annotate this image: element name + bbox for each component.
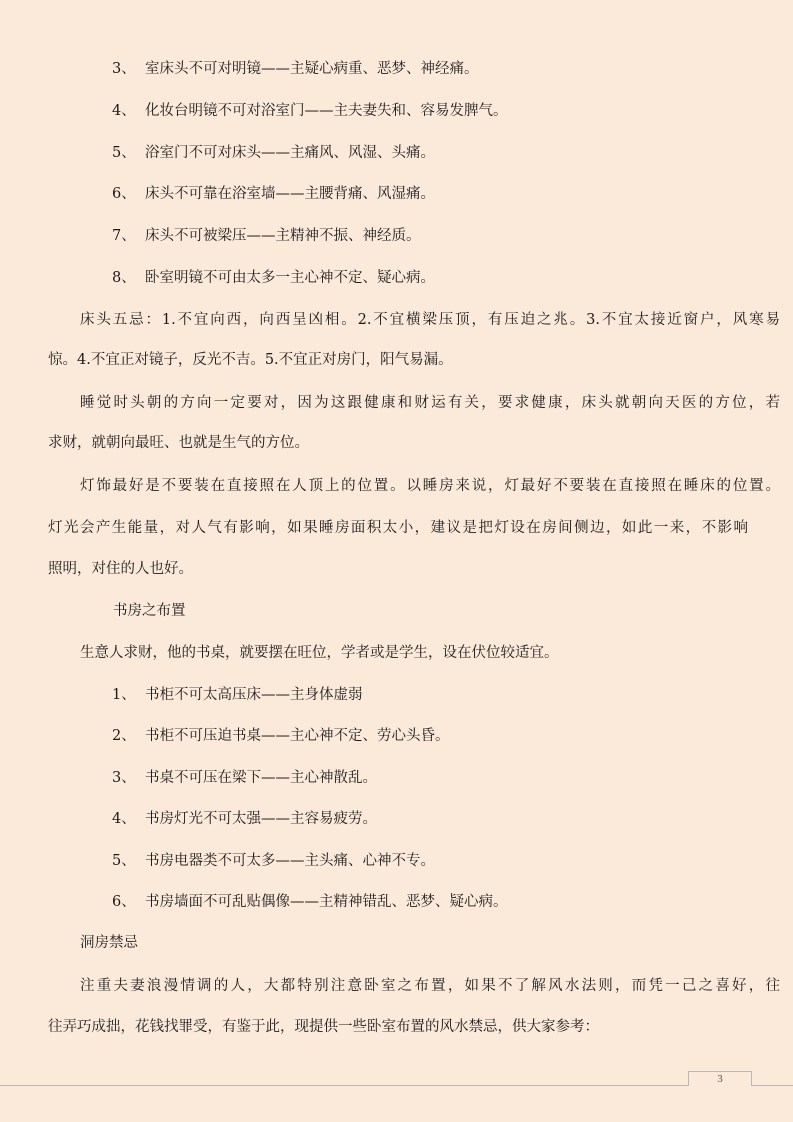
list-item-text: 书房灯光不可太强——主容易疲劳。 — [145, 811, 377, 827]
list-item-number: 3、 — [112, 770, 136, 786]
paragraph-line: 灯光会产生能量，对人气有影响，如果睡房面积太小，建议是把灯设在房间侧边，如此一来，不影响 — [48, 520, 748, 536]
list-item-text: 浴室门不可对床头——主痛风、风湿、头痛。 — [145, 145, 435, 161]
footer-divider — [0, 1085, 793, 1086]
list-item-text: 书柜不可压迫书桌——主心神不定、劳心头昏。 — [145, 728, 450, 744]
section-heading: 洞房禁忌 — [80, 935, 138, 951]
list-item-number: 5、 — [112, 853, 136, 869]
list-item-text: 书房电器类不可太多——主头痛、心神不专。 — [145, 853, 435, 869]
page-number: 3 — [688, 1071, 752, 1086]
paragraph-line: 睡觉时头朝的方向一定要对，因为这跟健康和财运有关，要求健康，床头就朝向天医的方位，若 — [80, 395, 780, 411]
list-item-number: 4、 — [112, 103, 136, 119]
paragraph-line: 求财，就朝向最旺、也就是生气的方位。 — [48, 435, 309, 451]
list-item-number: 1、 — [112, 687, 136, 703]
list-item-number: 4、 — [112, 811, 136, 827]
list-item-text: 床头不可被梁压——主精神不振、神经质。 — [145, 228, 421, 244]
list-item-text: 化妆台明镜不可对浴室门——主夫妻失和、容易发脾气。 — [145, 103, 508, 119]
list-item-text: 卧室明镜不可由太多一主心神不定、疑心病。 — [145, 270, 435, 286]
list-item-number: 3、 — [112, 61, 136, 77]
paragraph-line: 生意人求财，他的书桌，就要摆在旺位，学者或是学生，设在伏位较适宜。 — [80, 645, 559, 661]
list-item-text: 书房墙面不可乱贴偶像——主精神错乱、恶梦、疑心病。 — [145, 894, 508, 910]
paragraph-line: 照明，对住的人也好。 — [48, 561, 193, 577]
list-item-text: 书柜不可太高压床——主身体虚弱 — [145, 687, 363, 703]
paragraph-line: 床头五忌：1.不宜向西，向西呈凶相。2.不宜横梁压顶，有压迫之兆。3.不宜太接近窗户，风寒易 — [80, 312, 780, 328]
list-item-number: 6、 — [112, 186, 136, 202]
list-item-number: 5、 — [112, 145, 136, 161]
list-item-text: 室床头不可对明镜——主疑心病重、恶梦、神经痛。 — [145, 61, 479, 77]
paragraph-line: 惊。4.不宜正对镜子，反光不吉。5.不宜正对房门，阳气易漏。 — [48, 352, 453, 368]
list-item-number: 8、 — [112, 270, 136, 286]
paragraph-line: 灯饰最好是不要装在直接照在人顶上的位置。以睡房来说，灯最好不要装在直接照在睡床的位置。 — [80, 478, 780, 494]
paragraph-line: 注重夫妻浪漫情调的人，大都特别注意卧室之布置，如果不了解风水法则，而凭一己之喜好，往 — [80, 978, 780, 994]
section-heading-text: 书房之布置 — [113, 603, 186, 619]
list-item-text: 书桌不可压在梁下——主心神散乱。 — [145, 770, 377, 786]
paragraph-line: 往弄巧成拙，花钱找罪受，有鉴于此，现提供一些卧室布置的风水禁忌，供大家参考： — [48, 1019, 599, 1035]
list-item-number: 2、 — [112, 728, 136, 744]
list-item-number: 7、 — [112, 228, 136, 244]
list-item-number: 6、 — [112, 894, 136, 910]
list-item-text: 床头不可靠在浴室墙——主腰背痛、风湿痛。 — [145, 186, 435, 202]
